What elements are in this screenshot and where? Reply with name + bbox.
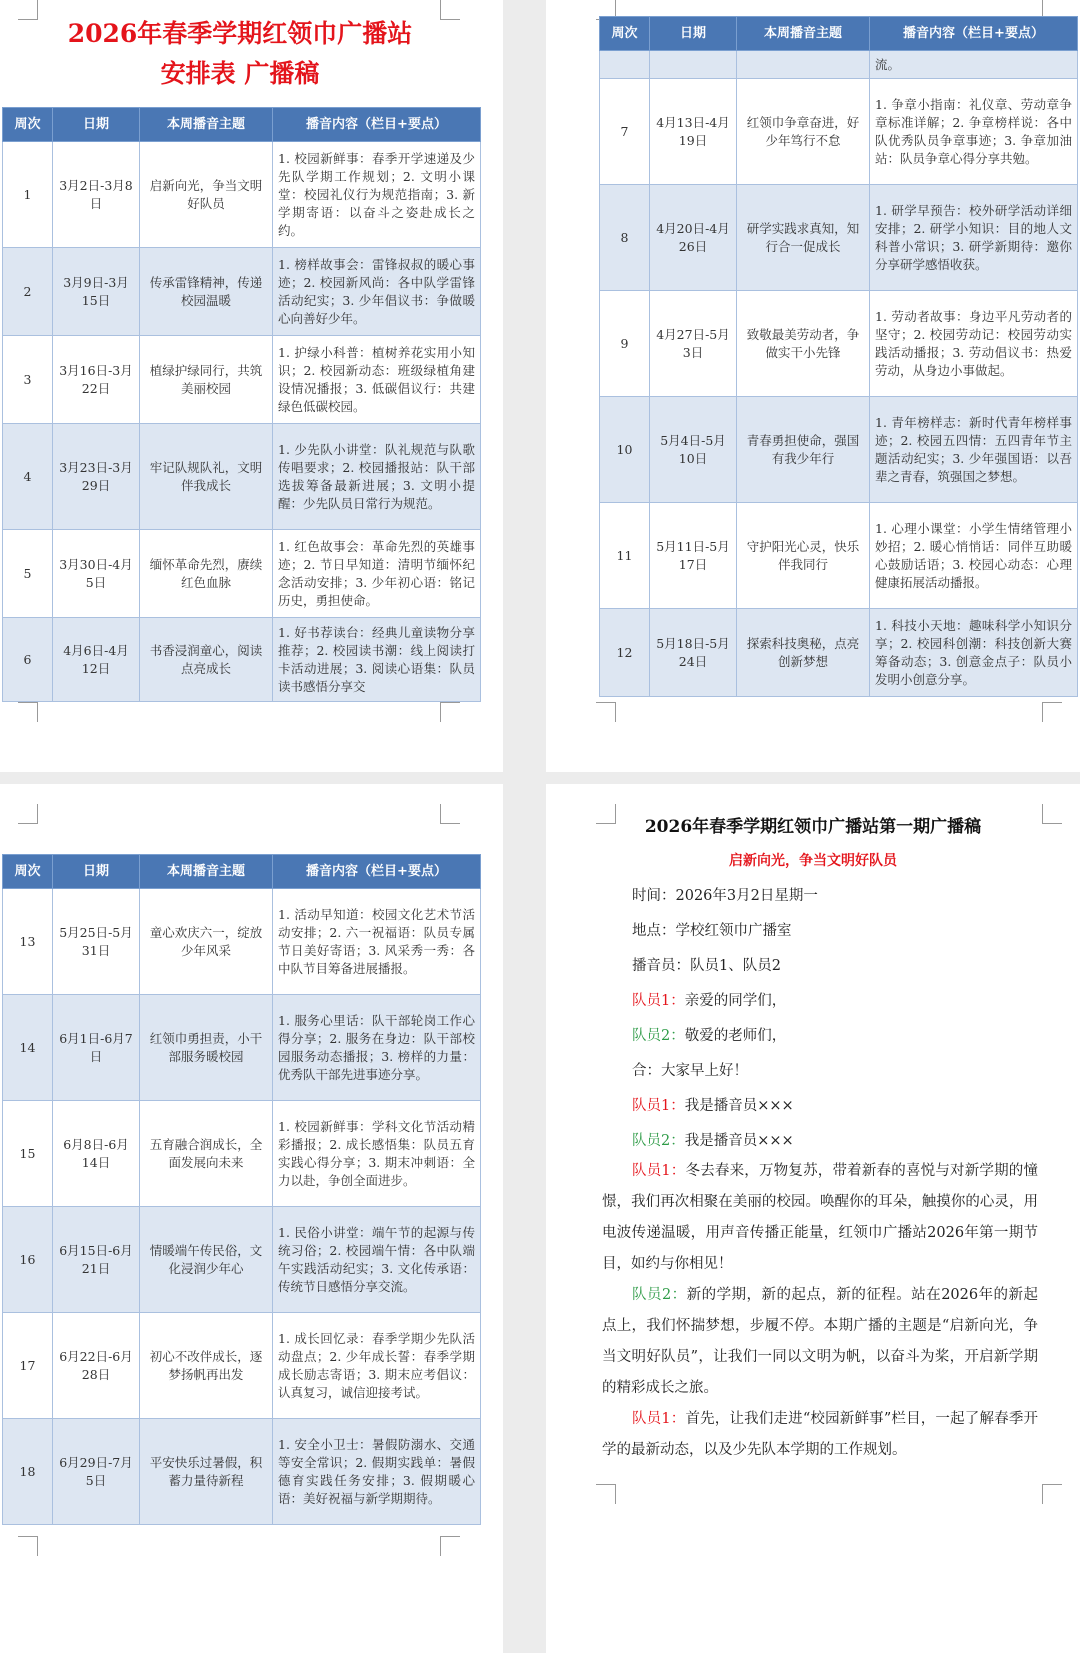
header-content: 播音内容（栏目+要点）: [870, 17, 1078, 51]
date-cell: 4月20日-4月26日: [650, 185, 737, 291]
table-row: [600, 609, 1078, 697]
content-cell: 1. 服务心里话：队干部轮岗工作心得分享；2. 服务在身边：队干部校园服务动态播报；3. 榜样的力量：优秀队干部先进事迹分享。: [273, 995, 481, 1101]
header-content: 播音内容（栏目+要点）: [273, 108, 481, 142]
content-cell: 1. 青年榜样志：新时代青年榜样事迹；2. 校园五四情：五四青年节主题活动纪实；3. 少年强国语：以吾辈之青春，筑强国之梦想。: [870, 397, 1078, 503]
header-date: 日期: [53, 108, 140, 142]
header-theme: 本周播音主题: [140, 108, 273, 142]
schedule-table: [2, 107, 481, 702]
week-cell: 17: [3, 1313, 53, 1419]
table-row: [3, 1207, 481, 1313]
date-cell: 3月16日-3月22日: [53, 336, 140, 424]
theme-cell: 探索科技奥秘，点亮创新梦想: [737, 609, 870, 697]
crop-mark: [596, 702, 616, 722]
crop-mark: [18, 1536, 38, 1556]
table-row: [3, 618, 481, 702]
header-week: 周次: [3, 108, 53, 142]
week-cell: 18: [3, 1419, 53, 1525]
content-cell: 1. 校园新鲜事：学科文化节活动精彩播报；2. 成长感悟集：队员五育实践心得分享；3. 期末冲刺语：全力以赴，争创全面进步。: [273, 1101, 481, 1207]
page-title-line-1: 2026年春季学期红领巾广播站: [67, 19, 413, 48]
schedule-table: [2, 854, 481, 1525]
script-subtitle: 启新向光，争当文明好队员: [729, 853, 897, 869]
header-theme: 本周播音主题: [737, 17, 870, 51]
content-cell: 1. 民俗小讲堂：端午节的起源与传统习俗；2. 校园端午情：各中队端午实践活动纪实；3. 文化传承语：传统节日感悟分享交流。: [273, 1207, 481, 1313]
content-cell: 1. 红色故事会：革命先烈的英雄事迹；2. 节日早知道：清明节缅怀纪念活动安排；3. 少年初心语：铭记历史，勇担使命。: [273, 530, 481, 618]
crop-mark: [18, 804, 38, 824]
content-cell: 1. 成长回忆录：春季学期少先队活动盘点；2. 少年成长誓：春季学期成长励志寄语；3. 期末应考倡议：认真复习，诚信迎接考试。: [273, 1313, 481, 1419]
table-row: [600, 51, 1078, 79]
week-cell: 10: [600, 397, 650, 503]
content-cell: 1. 校园新鲜事：春季开学速递及少先队学期工作规划；2. 文明小课堂：校园礼仪行为规范指南；3. 新学期寄语：以奋斗之姿赴成长之约。: [273, 142, 481, 248]
broadcast-time: 时间：2026年3月2日星期一: [632, 888, 818, 904]
table-header-row: [3, 855, 481, 889]
date-cell: 4月27日-5月3日: [650, 291, 737, 397]
script-paragraph: [602, 1280, 1038, 1404]
week-cell: 9: [600, 291, 650, 397]
crop-mark: [596, 1484, 616, 1504]
dialogue-line: [632, 989, 786, 1010]
speaker-label: 合：: [632, 1063, 661, 1079]
paragraph-text: 新的学期，新的起点，新的征程。站在2026年的新起点上，我们怀揣梦想，步履不停。本期广播的主题是“启新向光，争当文明好队员”，让我们一同以文明为帆，以奋斗为桨，开启新学期的精彩成长之旅。: [602, 1287, 1038, 1396]
theme-cell: 五育融合润成长，全面发展向未来: [140, 1101, 273, 1207]
theme-cell: 青春勇担使命，强国有我少年行: [737, 397, 870, 503]
dialogue-line: [632, 1024, 786, 1045]
date-cell: 5月18日-5月24日: [650, 609, 737, 697]
week-cell: 15: [3, 1101, 53, 1207]
date-cell: 6月22日-6月28日: [53, 1313, 140, 1419]
speaker-label: 队员2：: [632, 1133, 685, 1149]
table-header-row: [600, 17, 1078, 51]
header-content: 播音内容（栏目+要点）: [273, 855, 481, 889]
date-cell: 6月1日-6月7日: [53, 995, 140, 1101]
table-row: [3, 889, 481, 995]
table-row: [3, 1419, 481, 1525]
content-cell: 1. 心理小课堂：小学生情绪管理小妙招；2. 暖心悄悄话：同伴互助暖心鼓励话语；3. 校园心动态：心理健康拓展活动播报。: [870, 503, 1078, 609]
dialogue-line: [632, 1059, 748, 1080]
header-week: 周次: [600, 17, 650, 51]
page-title-line-2: 安排表 广播稿: [160, 59, 320, 88]
crop-mark: [18, 702, 38, 722]
header-week: 周次: [3, 855, 53, 889]
dialogue-line: [632, 1129, 794, 1150]
document-page-2: [546, 0, 1080, 772]
date-cell: 6月15日-6月21日: [53, 1207, 140, 1313]
table-row: [3, 530, 481, 618]
date-cell: 6月8日-6月14日: [53, 1101, 140, 1207]
content-cell: 1. 研学早预告：校外研学活动详细安排；2. 研学小知识：目的地人文科普小常识；3. 研学新期待：邀你分享研学感悟收获。: [870, 185, 1078, 291]
crop-mark: [440, 702, 460, 722]
table-row: [3, 142, 481, 248]
theme-cell: 传承雷锋精神，传递校园温暖: [140, 248, 273, 336]
document-page-4: [546, 784, 1080, 1653]
dialogue-text: 我是播音员×××: [684, 1133, 794, 1149]
week-cell: 14: [3, 995, 53, 1101]
date-cell: 6月29日-7月5日: [53, 1419, 140, 1525]
date-cell: 3月2日-3月8日: [53, 142, 140, 248]
content-cell: 1. 争章小指南：礼仪章、劳动章争章标准详解；2. 争章榜样说：各中队优秀队员争章事迹；3. 争章加油站：队员争章心得分享共勉。: [870, 79, 1078, 185]
dialogue-text: 敬爱的老师们，: [684, 1028, 787, 1044]
table-row: [3, 1101, 481, 1207]
broadcast-place: 地点：学校红领巾广播室: [632, 923, 792, 939]
week-cell: 13: [3, 889, 53, 995]
crop-mark: [1042, 702, 1062, 722]
content-cell: 1. 少先队小讲堂：队礼规范与队歌传唱要求；2. 校园播报站：队干部选拔筹备最新进展；3. 文明小提醒：少先队员日常行为规范。: [273, 424, 481, 530]
date-cell: 3月30日-4月5日: [53, 530, 140, 618]
crop-mark: [440, 1536, 460, 1556]
content-cell: 1. 科技小天地：趣味科学小知识分享；2. 校园科创潮：科技创新大赛筹备动态；3. 创意金点子：队员小发明小创意分享。: [870, 609, 1078, 697]
speaker-label: 队员1：: [632, 1411, 686, 1427]
table-row: [3, 248, 481, 336]
header-date: 日期: [53, 855, 140, 889]
dialogue-text: 大家早上好！: [661, 1063, 748, 1079]
table-row: [3, 336, 481, 424]
table-header-row: [3, 108, 481, 142]
document-page-3: [0, 784, 503, 1653]
theme-cell: 植绿护绿同行，共筑美丽校园: [140, 336, 273, 424]
header-theme: 本周播音主题: [140, 855, 273, 889]
theme-cell: 平安快乐过暑假，积蓄力量待新程: [140, 1419, 273, 1525]
paragraph-text: 冬去春来，万物复苏，带着新春的喜悦与对新学期的憧憬，我们再次相聚在美丽的校园。唤醒你的耳朵，触摸你的心灵，用电波传递温暖，用声音传播正能量，红领巾广播站2026年第一期节目，如约与你相见！: [602, 1163, 1038, 1272]
script-paragraph: [602, 1404, 1038, 1466]
week-cell: 8: [600, 185, 650, 291]
table-row: [3, 424, 481, 530]
table-row: [600, 79, 1078, 185]
date-cell: 3月9日-3月15日: [53, 248, 140, 336]
theme-cell: 红领巾争章奋进，好少年笃行不怠: [737, 79, 870, 185]
content-cell: 1. 活动早知道：校园文化艺术节活动安排；2. 六一祝福语：队员专属节日美好寄语；3. 风采秀一秀：各中队节目筹备进展播报。: [273, 889, 481, 995]
speaker-label: 队员1：: [632, 1163, 686, 1179]
theme-cell: 守护阳光心灵，快乐伴我同行: [737, 503, 870, 609]
theme-cell: 童心欢庆六一，绽放少年风采: [140, 889, 273, 995]
theme-cell: 研学实践求真知，知行合一促成长: [737, 185, 870, 291]
date-cell: 4月6日-4月12日: [53, 618, 140, 702]
dialogue-text: 我是播音员×××: [684, 1098, 794, 1114]
theme-cell: 缅怀革命先烈，赓续红色血脉: [140, 530, 273, 618]
content-cell: 1. 护绿小科普：植树养花实用小知识；2. 校园新动态：班级绿植角建设情况播报；3. 低碳倡议行：共建绿色低碳校园。: [273, 336, 481, 424]
speaker-label: 队员2：: [632, 1287, 687, 1303]
table-row: [3, 1313, 481, 1419]
date-cell: 4月13日-4月19日: [650, 79, 737, 185]
date-cell: 3月23日-3月29日: [53, 424, 140, 530]
week-cell: 1: [3, 142, 53, 248]
document-page-1: [0, 0, 503, 772]
date-cell: 5月25日-5月31日: [53, 889, 140, 995]
table-row: [3, 995, 481, 1101]
week-cell: 12: [600, 609, 650, 697]
script-paragraph: [602, 1156, 1038, 1280]
crop-mark: [440, 804, 460, 824]
content-cell: 1. 榜样故事会：雷锋叔叔的暖心事迹；2. 校园新风尚：各中队学雷锋活动纪实；3. 少年倡议书：争做暖心向善好少年。: [273, 248, 481, 336]
week-cell: 6: [3, 618, 53, 702]
theme-cell: 启新向光，争当文明好队员: [140, 142, 273, 248]
table-row: [600, 291, 1078, 397]
table-row: [600, 503, 1078, 609]
date-cell: 5月4日-5月10日: [650, 397, 737, 503]
theme-cell: 情暖端午传民俗，文化浸润少年心: [140, 1207, 273, 1313]
week-cell: 3: [3, 336, 53, 424]
week-cell: 16: [3, 1207, 53, 1313]
week-cell: 7: [600, 79, 650, 185]
week-cell: 11: [600, 503, 650, 609]
speaker-label: 队员1：: [632, 993, 685, 1009]
week-cell: 2: [3, 248, 53, 336]
speaker-label: 队员1：: [632, 1098, 685, 1114]
theme-cell: 红领巾勇担责，小干部服务暖校园: [140, 995, 273, 1101]
week-cell: 5: [3, 530, 53, 618]
theme-cell: 致敬最美劳动者，争做实干小先锋: [737, 291, 870, 397]
script-title: 2026年春季学期红领巾广播站第一期广播稿: [644, 817, 982, 837]
paragraph-text: 首先，让我们走进“校园新鲜事”栏目，一起了解春季开学的最新动态，以及少先队本学期的工作规划。: [602, 1411, 1038, 1458]
table-row: [600, 185, 1078, 291]
broadcast-announcers: 播音员：队员1、队员2: [632, 958, 781, 974]
speaker-label: 队员2：: [632, 1028, 685, 1044]
date-cell: 5月11日-5月17日: [650, 503, 737, 609]
week-cell: 4: [3, 424, 53, 530]
content-cell: 1. 好书荐读台：经典儿童读物分享推荐；2. 校园读书潮：线上阅读打卡活动进展；3. 阅读心语集：队员读书感悟分享交: [273, 618, 481, 702]
dialogue-line: [632, 1094, 794, 1115]
theme-cell: 初心不改伴成长，逐梦扬帆再出发: [140, 1313, 273, 1419]
schedule-table: [599, 16, 1078, 697]
table-row: [600, 397, 1078, 503]
crop-mark: [1042, 1484, 1062, 1504]
content-cell: 1. 劳动者故事：身边平凡劳动者的坚守；2. 校园劳动记：校园劳动实践活动播报；3. 劳动倡议书：热爱劳动，从身边小事做起。: [870, 291, 1078, 397]
header-date: 日期: [650, 17, 737, 51]
content-cell: 流。: [870, 51, 1078, 79]
content-cell: 1. 安全小卫士：暑假防溺水、交通等安全常识；2. 假期实践单：暑假德育实践任务安排；3. 假期暖心语：美好祝福与新学期期待。: [273, 1419, 481, 1525]
theme-cell: 牢记队规队礼，文明伴我成长: [140, 424, 273, 530]
theme-cell: 书香浸润童心，阅读点亮成长: [140, 618, 273, 702]
dialogue-text: 亲爱的同学们，: [684, 993, 787, 1009]
